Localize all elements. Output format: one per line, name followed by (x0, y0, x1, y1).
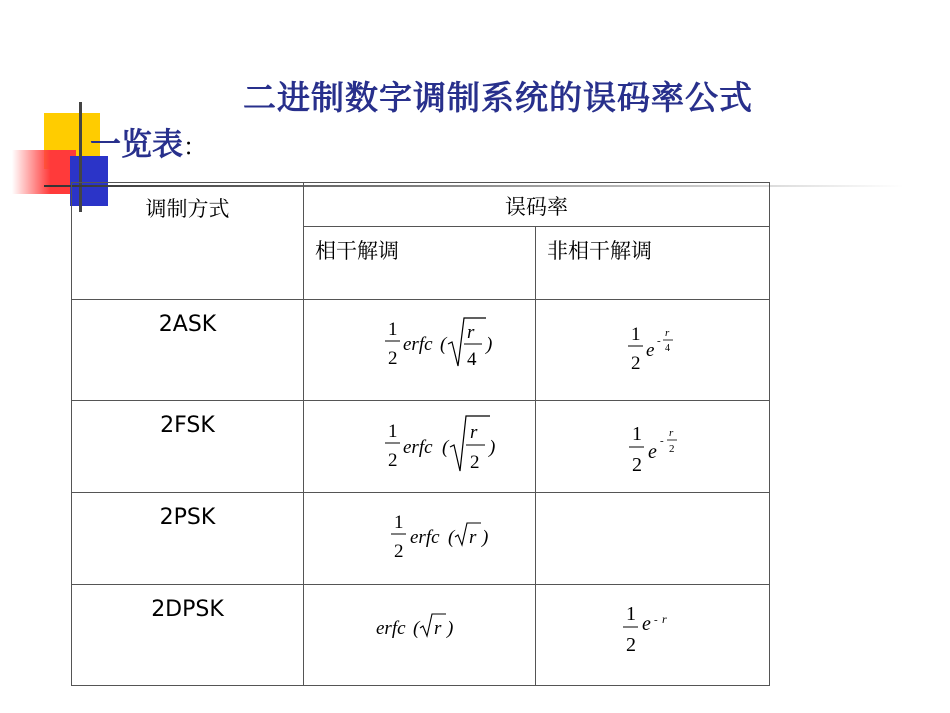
row-label-2dpsk: 2DPSK (72, 585, 304, 686)
formula-2fsk-coherent-svg (304, 401, 536, 488)
formula-2dpsk-coherent-svg (304, 585, 536, 681)
erfc-func: erfc (376, 618, 406, 639)
row-label-2psk: 2PSK (72, 493, 304, 585)
root-denominator: 2 (470, 452, 480, 473)
erfc-func: erfc (410, 527, 440, 548)
rparen: ) (486, 334, 493, 355)
coef-denominator: 2 (388, 348, 398, 369)
exp-numerator: r (665, 327, 670, 339)
row-label-2fsk: 2FSK (72, 401, 304, 493)
rparen: ) (482, 527, 489, 548)
subtitle-colon: ： (183, 133, 207, 161)
header-noncoherent (536, 227, 770, 300)
formula-2fsk-coherent (304, 401, 536, 493)
erfc-func: erfc (403, 334, 433, 355)
sqrt-sign (455, 523, 481, 545)
root-numerator: r (467, 322, 475, 343)
table-row (72, 585, 770, 686)
sqrt-sign (420, 614, 446, 636)
decor-red-gradient (12, 150, 76, 194)
header-modulation-label: 调制方式 (145, 197, 230, 221)
header-coherent-label: 相干解调 (315, 239, 399, 263)
erfc-func: erfc (403, 437, 433, 458)
coef-numerator: 1 (388, 319, 398, 340)
exp-denominator: 4 (665, 343, 670, 354)
table-row (72, 401, 770, 493)
root-value: r (469, 527, 477, 548)
root-numerator: r (470, 422, 478, 443)
formula-2psk-coherent (304, 493, 536, 585)
formula-2psk-coherent-svg (304, 493, 536, 580)
header-noncoherent-label: 非相干解调 (547, 239, 652, 263)
header-error-rate-label: 误码率 (505, 195, 568, 219)
formula-2ask-noncoherent (536, 300, 770, 401)
header-error-rate (304, 183, 770, 227)
exp-sign: - (654, 614, 658, 626)
coef-numerator: 1 (626, 603, 636, 625)
rparen: ) (447, 618, 454, 639)
formula-2ask-coherent-svg (304, 300, 536, 396)
header-coherent (304, 227, 536, 300)
page-subtitle (90, 119, 207, 164)
coef-numerator: 1 (394, 512, 404, 533)
table-row (72, 300, 770, 401)
header-modulation (72, 183, 304, 300)
formula-2ask-coherent (304, 300, 536, 401)
exp-base: e (646, 340, 655, 361)
error-rate-table (71, 182, 770, 686)
formula-2ask-noncoherent-svg (536, 300, 770, 396)
formula-2dpsk-noncoherent-svg (536, 585, 770, 681)
exp-sign: - (657, 335, 661, 347)
formula-2dpsk-coherent (304, 585, 536, 686)
formula-2dpsk-noncoherent (536, 585, 770, 686)
table-row (72, 493, 770, 585)
exp-numerator: r (669, 427, 674, 439)
coef-denominator: 2 (626, 634, 636, 656)
coef-denominator: 2 (394, 541, 404, 562)
rparen: ) (489, 437, 496, 458)
exp-value: r (662, 612, 667, 626)
coef-denominator: 2 (631, 353, 641, 374)
formula-2fsk-noncoherent (536, 401, 770, 493)
exp-sign: - (660, 435, 664, 447)
lparen: ( (440, 334, 447, 355)
exp-base: e (642, 613, 651, 635)
page-title: 二进制数字调制系统的误码率公式 (243, 78, 753, 117)
subtitle-text: 一览表 (90, 127, 183, 163)
root-value: r (434, 618, 442, 639)
lparen: ( (448, 527, 455, 548)
lparen: ( (442, 437, 449, 458)
exp-denominator: 2 (669, 443, 675, 455)
formula-2fsk-noncoherent-svg (536, 401, 770, 488)
root-denominator: 4 (467, 349, 477, 370)
coef-numerator: 1 (631, 324, 641, 345)
coef-numerator: 1 (388, 421, 398, 442)
coef-denominator: 2 (632, 454, 642, 476)
exp-base: e (648, 441, 657, 463)
lparen: ( (413, 618, 420, 639)
formula-2psk-noncoherent-empty (536, 493, 770, 585)
coef-denominator: 2 (388, 450, 398, 471)
coef-numerator: 1 (632, 423, 642, 445)
row-label-2ask: 2ASK (72, 300, 304, 401)
